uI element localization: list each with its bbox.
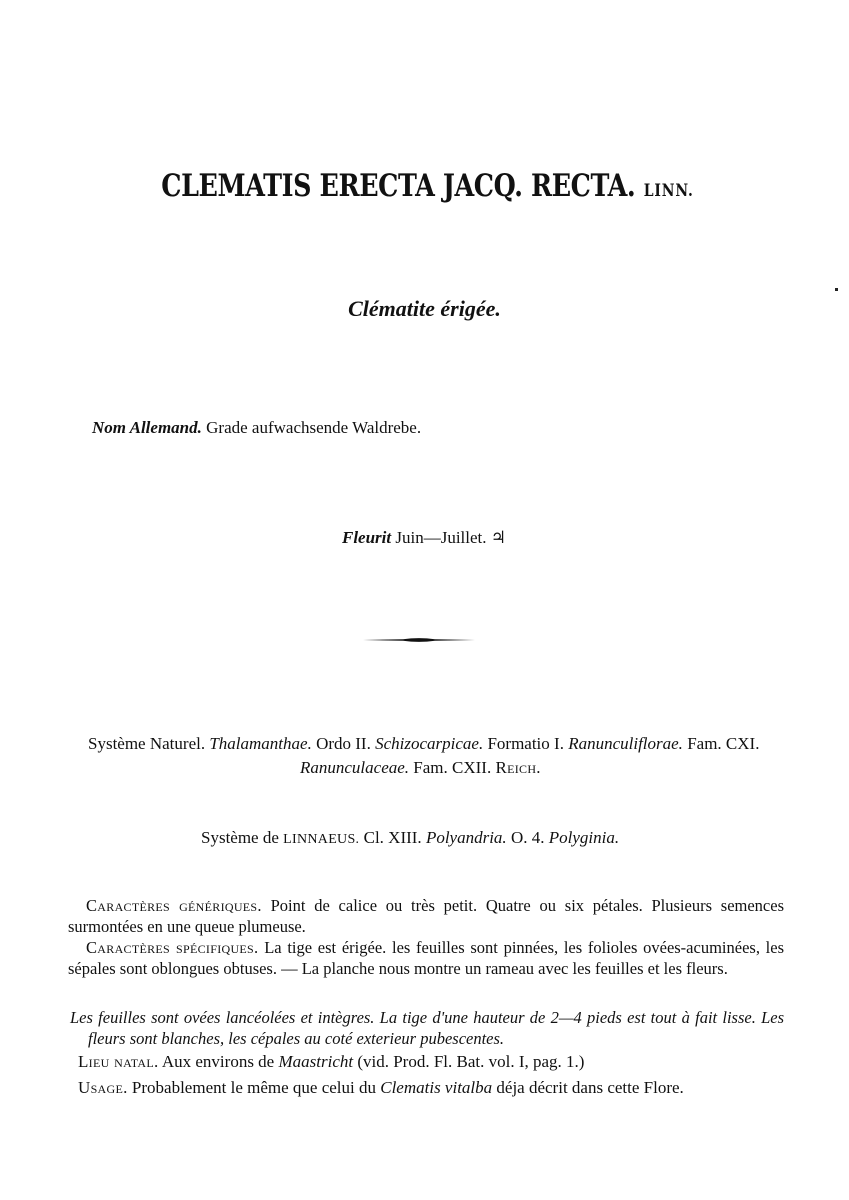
usage-line [78,1078,684,1098]
usage-label: Usage. [78,1078,128,1097]
generic-characters-paragraph [68,895,784,937]
natural-system-fam2-label: Fam. CXII. [413,758,492,777]
generic-characters-label: Caractères génériques. [86,896,262,915]
natural-system-authority: Reich. [495,758,541,777]
specific-characters-text: La tige est érigée. les feuilles sont pinnées, les folioles ovées-acuminées, les sépales sont oblongues obtuses. — La planche nous montre un rameau avec les feuilles et les fleurs. [68,938,784,978]
usage-text-before: Probablement le même que celui du [131,1078,376,1097]
natural-system-line-2 [300,758,541,778]
locality-label: Lieu natal. [78,1052,159,1071]
linnaean-class-label: Cl. [363,828,384,847]
flowering-label: Fleurit [342,528,392,547]
stray-mark [835,288,838,291]
linnaean-order-name: Polyginia. [548,828,620,847]
natural-system-ordo: Schizocarpicae. [375,734,484,753]
linnaean-label: Système de [201,828,279,847]
divider-ornament [363,636,475,644]
flowering-value: Juin—Juillet. [395,528,487,547]
german-name-value: Grade aufwachsende Waldrebe. [206,418,422,437]
natural-system-label: Système Naturel. [88,734,206,753]
natural-system-class: Thalamanthae. [209,734,312,753]
linnaean-author: LINNAEUS. [283,832,360,847]
locality-line [78,1052,584,1072]
linnaean-order-label: O. 4. [510,828,545,847]
title-main: CLEMATIS ERECTA JACQ. RECTA. [161,168,636,204]
common-name: Clématite érigée. [348,296,501,321]
natural-system-ordo-label: Ordo II. [316,734,371,753]
usage-text-after: déja décrit dans cette Flore. [496,1078,684,1097]
natural-system-fam2: Ranunculaceae. [300,758,410,777]
generic-characters-text: Point de calice ou très petit. Quatre ou six pétales. Plusieurs semences surmontées en une queue plumeuse. [68,896,784,936]
specific-characters-label: Caractères spécifiques. [86,938,259,957]
locality-text-before: Aux environs de [161,1052,275,1071]
locality-place: Maastricht [278,1052,354,1071]
natural-system-formatio: Ranunculiflorae. [568,734,683,753]
linnaean-class-num: XIII. [388,828,422,847]
natural-system-line-1 [88,734,759,754]
flowering-line [342,528,506,548]
german-name-label: Nom Allemand. [92,418,202,437]
specific-characters-paragraph [68,937,784,979]
linnaean-system-line [201,828,619,848]
page-title [79,168,775,204]
locality-text-after: (vid. Prod. Fl. Bat. vol. I, pag. 1.) [357,1052,585,1071]
title-author: LINN. [643,181,694,201]
description-note: Les feuilles sont ovées lancéolées et intègres. La tige d'une hauteur de 2—4 pieds est tout à fait lisse. Les fleurs sont blanches, les cépales au coté exterieur pubescentes. [70,1008,784,1048]
perennial-symbol: ♃ [490,528,507,547]
natural-system-formatio-label: Formatio I. [487,734,564,753]
natural-system-fam1-label: Fam. CXI. [687,734,760,753]
german-name-line [92,418,421,438]
linnaean-class-name: Polyandria. [425,828,507,847]
usage-species: Clematis vitalba [380,1078,493,1097]
